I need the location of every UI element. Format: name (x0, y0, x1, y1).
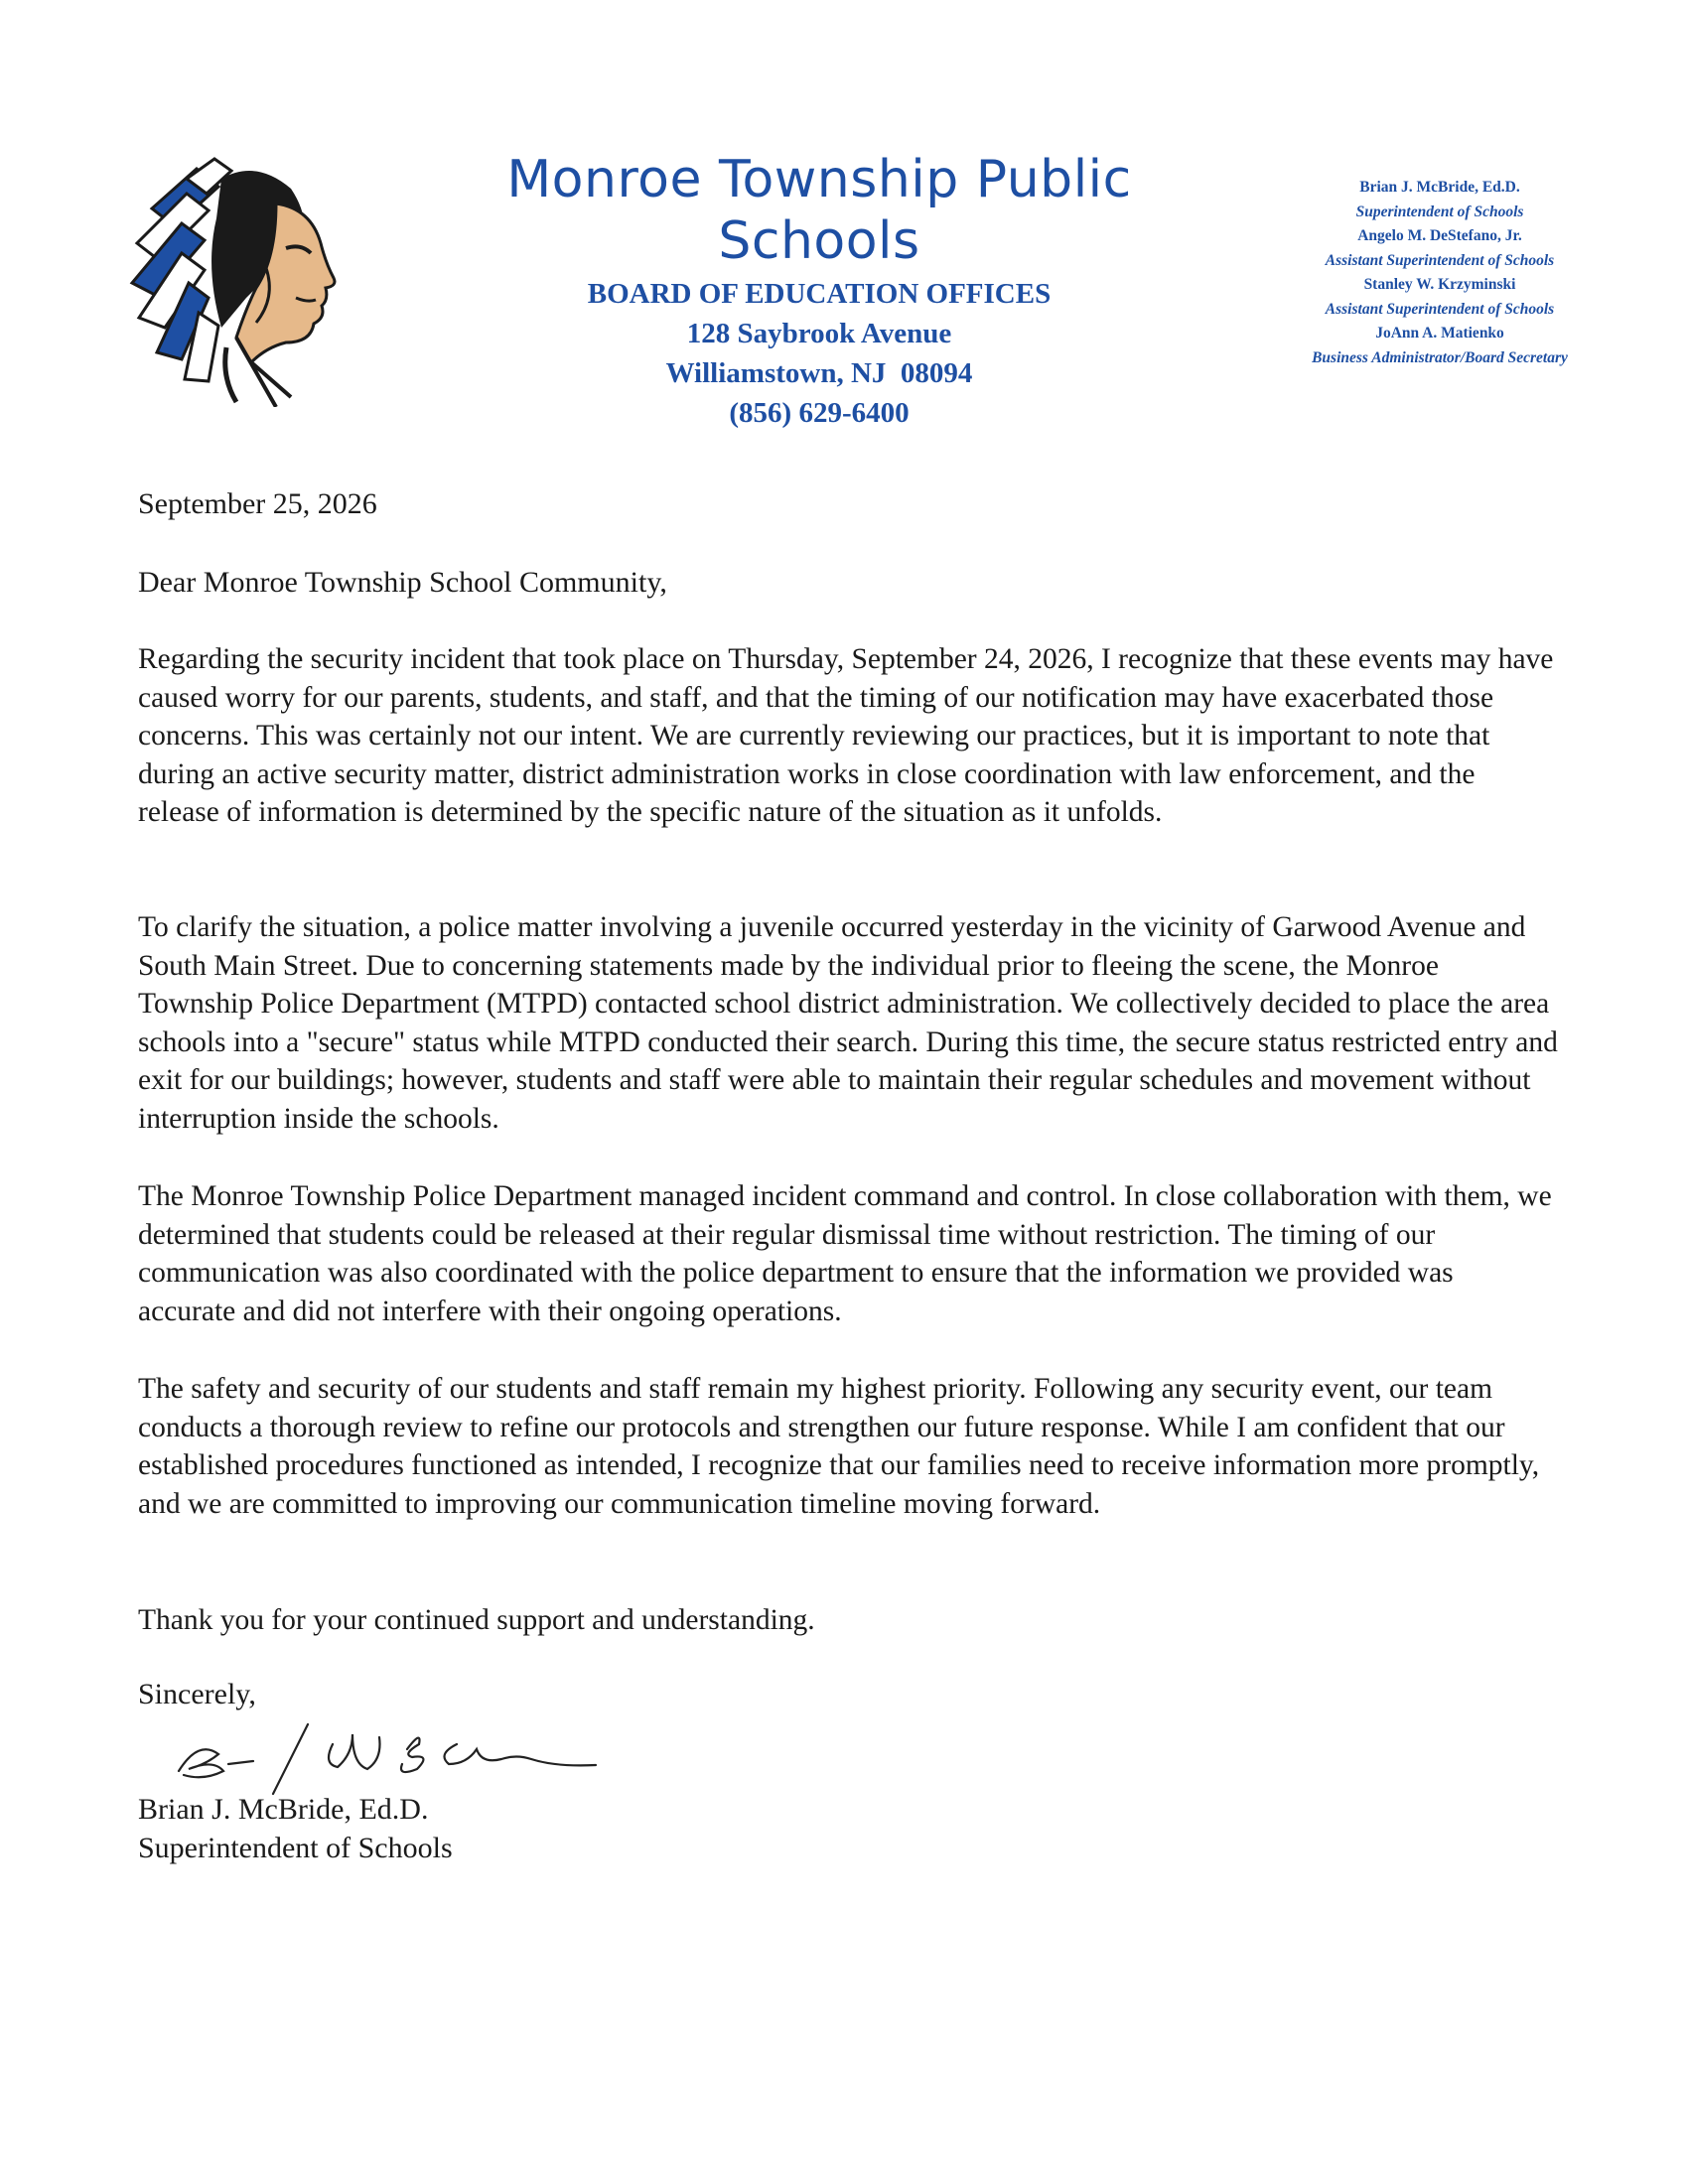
body-paragraph: Regarding the security incident that took place on Thursday, September 24, 2026, I recognize that these events may have caused worry for our parents, students, and staff, and that the timing of our notification may have exacerbated those concerns. This was certainly not our intent. We are currently reviewing our practices, but it is important to note that during an active security matter, district administration works in close coordination with law enforcement, and the release of information is determined by the specific nature of the situation as it unfolds. (138, 643, 1554, 829)
official-title: Assistant Superintendent of Schools (1325, 300, 1555, 318)
school-mascot-logo (127, 149, 346, 407)
body-paragraph: To clarify the situation, a police matter involving a juvenile occurred yesterday in the vicinity of Garwood Avenue and South Main Street. Due to concerning statements made by the individual prior to fleeing the scene, the Monroe Township Police Department (MTPD) contacted school district administration. We collectively decided to place the area schools into a "secure" status while MTPD conducted their search. During this time, the secure status restricted entry and exit for our buildings; however, students and staff were able to maintain their regular schedules and movement without interruption inside the schools. (138, 911, 1558, 1135)
official-name: Brian J. McBride, Ed.D. (1359, 179, 1520, 196)
letterhead-block (417, 149, 1221, 433)
org-city: Williamstown, NJ 08094 (665, 357, 973, 389)
signer-name: Brian J. McBride, Ed.D. (138, 1793, 429, 1826)
handwritten-signature (159, 1709, 616, 1799)
closing: Sincerely, (138, 1678, 256, 1710)
body-paragraph: The Monroe Township Police Department managed incident command and control. In close collaboration with them, we determined that students could be released at their regular dismissal time without restriction. The timing of our communication was also coordinated with the police department to ensure that the information we provided was accurate and did not interfere with their ongoing operations. (138, 1180, 1552, 1327)
org-phone: (856) 629-6400 (729, 397, 910, 429)
official-title: Assistant Superintendent of Schools (1325, 251, 1555, 269)
signer-title: Superintendent of Schools (138, 1831, 453, 1864)
letter-date: September 25, 2026 (138, 487, 377, 520)
official-name: Angelo M. DeStefano, Jr. (1357, 227, 1522, 244)
signer-block (138, 1791, 453, 1867)
body-paragraph: Thank you for your continued support and understanding. (138, 1604, 815, 1636)
body-paragraph: The safety and security of our students and staff remain my highest priority. Following any security event, our team conducts a thorough review to refine our protocols and strengthen our future response. While I am confident that our established procedures functioned as intended, I recognize that our families need to receive information more promptly, and we are committed to improving our communication timeline moving forward. (138, 1373, 1540, 1520)
org-street: 128 Saybrook Avenue (686, 318, 952, 349)
officials-list (1261, 176, 1618, 370)
org-department: BOARD OF EDUCATION OFFICES (587, 278, 1052, 310)
official-title: Superintendent of Schools (1355, 203, 1524, 220)
official-name: Stanley W. Krzyminski (1363, 276, 1516, 293)
official-title: Business Administrator/Board Secretary (1312, 348, 1568, 366)
org-title: Monroe Township Public Schools (506, 150, 1132, 271)
salutation: Dear Monroe Township School Community, (138, 566, 667, 599)
official-name: JoAnn A. Matienko (1375, 325, 1504, 341)
